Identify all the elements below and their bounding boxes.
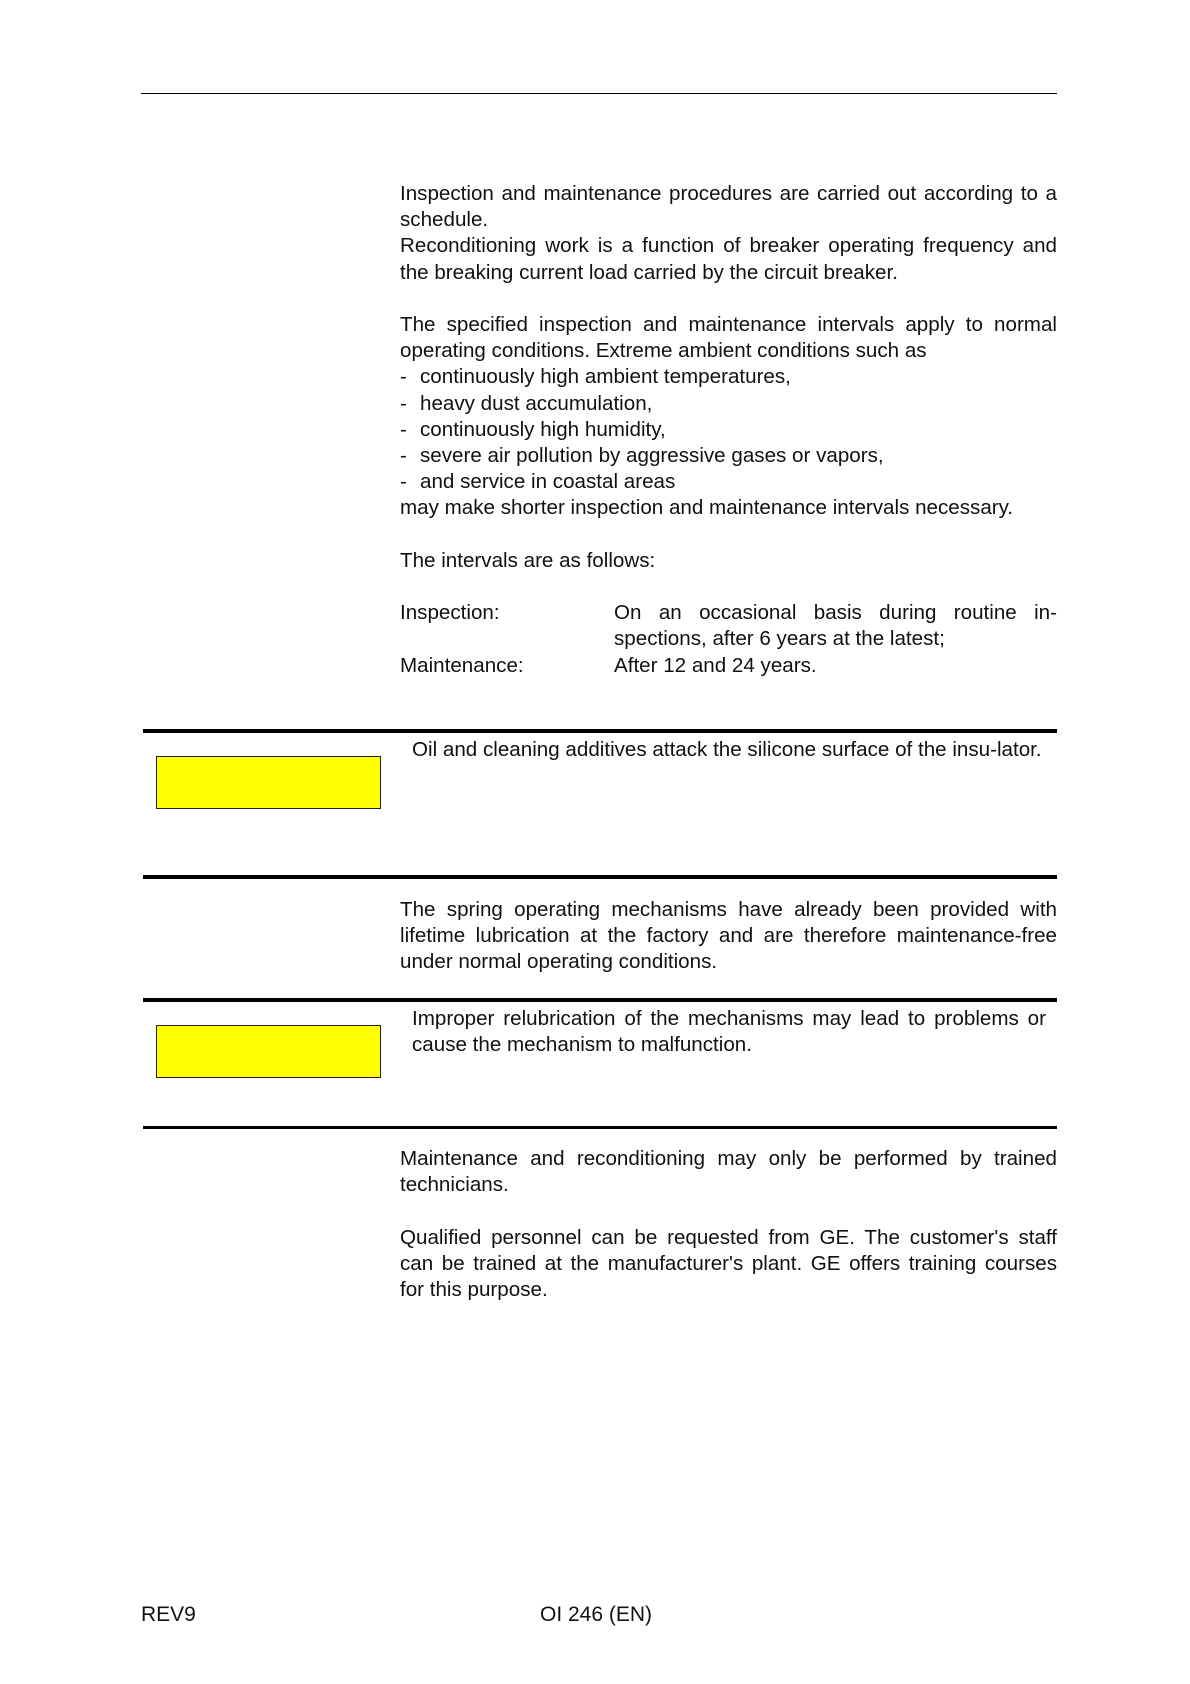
- list-item: - continuously high ambient temperatures,: [400, 365, 791, 389]
- notice-bottom-rule: [143, 875, 1057, 879]
- intervals-intro: The intervals are as follows:: [400, 548, 656, 572]
- personnel-paragraph: Maintenance and reconditioning may only be performed by trained technicians.: [400, 1147, 1057, 1197]
- section-rule: [143, 1126, 1057, 1129]
- lubrication-paragraph: The spring operating mechanisms have already been provided with lifetime lubrication at the factory and are therefore maintenance-free under normal operating conditions.: [400, 898, 1057, 974]
- section-personnel: [400, 1146, 1057, 1303]
- list-item: - heavy dust accumulation,: [400, 391, 653, 415]
- interval-row-inspection: [400, 600, 1057, 652]
- footer-revision: REV9: [141, 1603, 196, 1626]
- interval-label: Maintenance:: [400, 653, 524, 677]
- notice-top-rule: [143, 998, 1057, 1002]
- header-rule: [141, 93, 1057, 94]
- footer-document-id: OI 246 (EN): [540, 1603, 653, 1626]
- section-lubrication: [400, 897, 1057, 976]
- list-item: - and service in coastal areas: [400, 470, 676, 494]
- notice-text: Oil and cleaning additives attack the silicone surface of the insu-lator.: [412, 738, 1042, 761]
- conditions-intro-paragraph: The specified inspection and maintenance intervals apply to normal operating conditions. Extreme ambient conditions such as: [400, 313, 1057, 363]
- notice-top-rule: [143, 729, 1057, 733]
- notice-text: Improper relubrication of the mechanisms may lead to problems or cause the mechanism to malfunction.: [412, 1007, 1046, 1057]
- interval-label: Inspection:: [400, 601, 500, 625]
- schedule-paragraph: Inspection and maintenance procedures are carried out according to a schedule.: [400, 182, 1057, 232]
- interval-value: After 12 and 24 years.: [614, 653, 817, 677]
- notice-box: [156, 756, 381, 809]
- list-item: - continuously high humidity,: [400, 417, 666, 441]
- interval-row-maintenance: [400, 653, 1057, 679]
- conditions-outro-paragraph: may make shorter inspection and maintenance intervals necessary.: [400, 496, 1014, 520]
- notice-box: [156, 1025, 381, 1078]
- training-paragraph: Qualified personnel can be requested from GE. The customer's staff can be trained at the manufacturer's plant. GE offers training courses for this purpose.: [400, 1225, 1057, 1301]
- section-schedule: [400, 181, 1057, 679]
- conditions-list: [400, 364, 1057, 495]
- reconditioning-paragraph: Reconditioning work is a function of breaker operating frequency and the breaking current load carried by the circuit breaker.: [400, 234, 1057, 284]
- interval-value: On an occasional basis during routine in-spections, after 6 years at the latest;: [614, 601, 1057, 651]
- list-item: - severe air pollution by aggressive gases or vapors,: [400, 444, 884, 468]
